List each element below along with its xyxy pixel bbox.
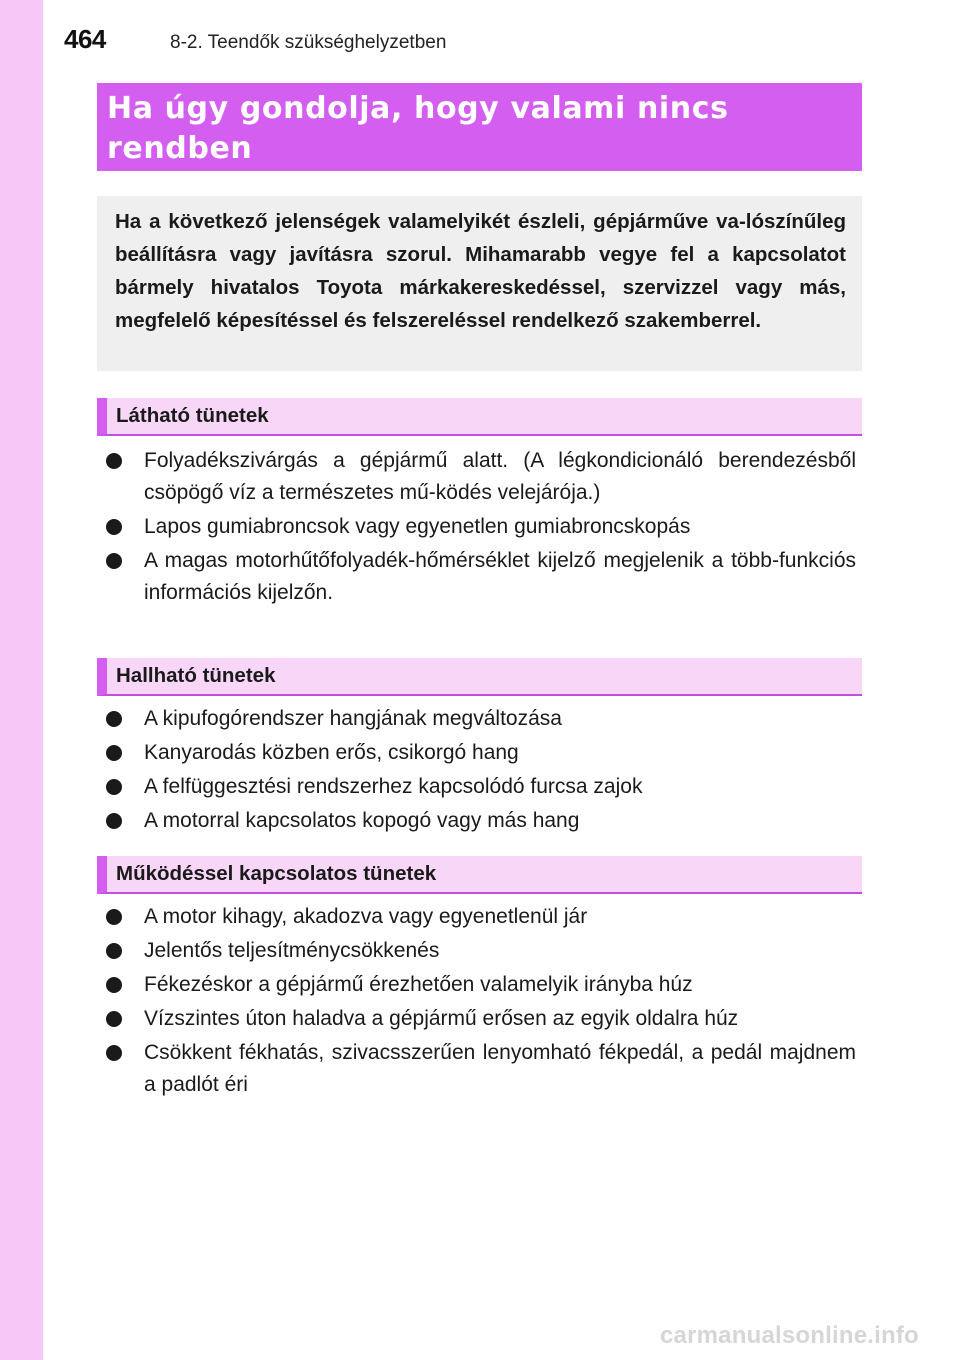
bullet-icon	[106, 813, 122, 829]
list-item	[104, 511, 856, 543]
audible-symptoms-list	[104, 703, 856, 839]
section-heading-operational-symptoms: Működéssel kapcsolatos tünetek	[97, 856, 862, 894]
list-item-text: A motor kihagy, akadozva vagy egyenetlenül jár	[144, 905, 588, 928]
list-item-text: Lapos gumiabroncsok vagy egyenetlen gumiabroncskopás	[144, 515, 691, 538]
page-number: 464	[64, 24, 106, 54]
list-item	[104, 935, 856, 967]
list-item-text: Jelentős teljesítménycsökkenés	[144, 939, 440, 962]
list-item-text: Csökkent fékhatás, szivacsszerűen lenyomható fékpedál, a pedál majdnem a padlót éri	[144, 1041, 856, 1096]
list-item	[104, 445, 856, 509]
list-item	[104, 969, 856, 1001]
bullet-icon	[106, 1045, 122, 1061]
list-item-text: Fékezéskor a gépjármű érezhetően valamelyik irányba húz	[144, 973, 693, 996]
list-item	[104, 1003, 856, 1035]
intro-text: Ha a következő jelenségek valamelyikét észleli, gépjárműve va-lószínűleg beállításra vagy javításra szorul. Mihamarabb vegye fel a kapcsolatot bármely hivatalos Toyota márkakereskedéssel, szervizzel vagy más, megfelelő képesítéssel és felszereléssel rendelkező szakemberrel.	[115, 210, 846, 332]
list-item-text: Vízszintes úton haladva a gépjármű erősen az egyik oldalra húz	[144, 1007, 739, 1030]
side-color-strip	[0, 0, 43, 1360]
list-item	[104, 805, 856, 837]
intro-box	[97, 196, 862, 371]
list-item	[104, 1037, 856, 1101]
page-title: Ha úgy gondolja, hogy valami nincs rendben	[107, 91, 729, 166]
list-item	[104, 545, 856, 609]
list-item	[104, 737, 856, 769]
list-item	[104, 901, 856, 933]
list-item-text: A motorral kapcsolatos kopogó vagy más hang	[144, 809, 580, 832]
bullet-icon	[106, 711, 122, 727]
list-item-text: A kipufogórendszer hangjának megváltozása	[144, 707, 562, 730]
bullet-icon	[106, 453, 122, 469]
list-item	[104, 703, 856, 735]
operational-symptoms-list	[104, 901, 856, 1103]
visible-symptoms-list	[104, 445, 856, 611]
list-item-text: Kanyarodás közben erős, csikorgó hang	[144, 741, 519, 764]
title-box	[97, 83, 862, 171]
list-item-text: A felfüggesztési rendszerhez kapcsolódó furcsa zajok	[144, 775, 643, 798]
running-header: 8-2. Teendők szükséghelyzetben	[170, 32, 447, 53]
section-heading-visible-symptoms: Látható tünetek	[97, 398, 862, 436]
bullet-icon	[106, 1011, 122, 1027]
section-heading-audible-symptoms: Hallható tünetek	[97, 658, 862, 696]
bullet-icon	[106, 977, 122, 993]
bullet-icon	[106, 745, 122, 761]
watermark: carmanualsonline.info	[660, 1322, 919, 1349]
list-item	[104, 771, 856, 803]
bullet-icon	[106, 779, 122, 795]
bullet-icon	[106, 943, 122, 959]
list-item-text: Folyadékszivárgás a gépjármű alatt. (A légkondicionáló berendezésből csöpögő víz a természetes mű-ködés velejárója.)	[144, 449, 856, 504]
list-item-text: A magas motorhűtőfolyadék-hőmérséklet kijelző megjelenik a több-funkciós információs kijelzőn.	[144, 549, 856, 604]
bullet-icon	[106, 909, 122, 925]
bullet-icon	[106, 553, 122, 569]
bullet-icon	[106, 519, 122, 535]
